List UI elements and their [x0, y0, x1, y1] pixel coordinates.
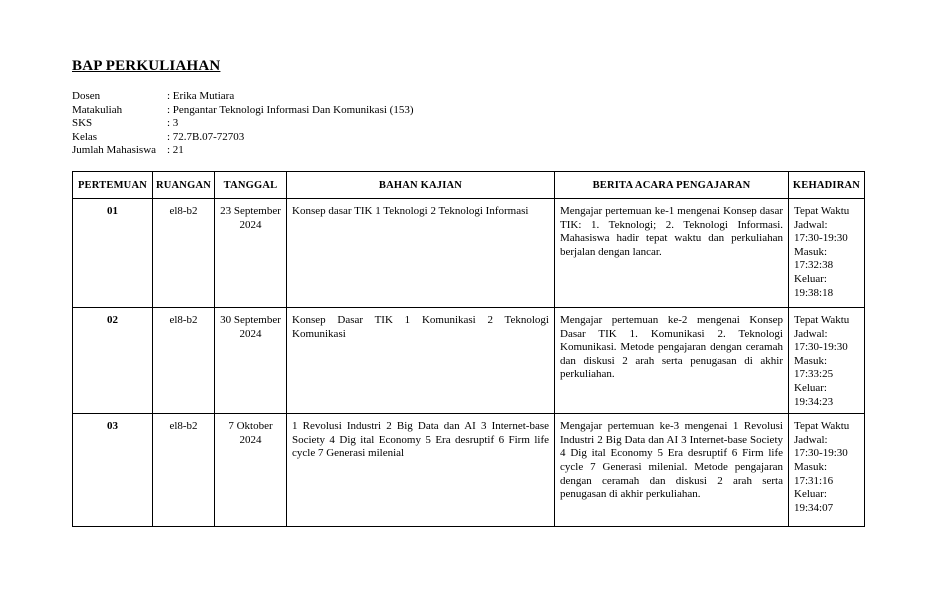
cell-berita-acara: Mengajar pertemuan ke-1 mengenai Konsep dasar TIK: 1. Teknologi; 2. Teknologi Informasi. Mahasiswa hadir tepat waktu dan perkuliahan berjalan dengan lancar. — [555, 199, 789, 308]
meta-value: : 3 — [167, 117, 179, 130]
meta-value: : Pengantar Teknologi Informasi Dan Komunikasi (153) — [167, 103, 414, 116]
meta-row-sks — [72, 117, 413, 131]
cell-ruangan: el8-b2 — [153, 199, 215, 308]
cell-kehadiran: Tepat Waktu Jadwal: 17:30-19:30 Masuk: 17:32:38 Keluar: 19:38:18 — [789, 199, 865, 308]
table-row — [73, 414, 865, 527]
cell-ruangan: el8-b2 — [153, 414, 215, 527]
meta-row-dosen — [72, 90, 413, 104]
bap-table — [72, 171, 865, 527]
cell-pertemuan: 02 — [73, 308, 153, 414]
cell-bahan-kajian: 1 Revolusi Industri 2 Big Data dan AI 3 Internet-base Society 4 Dig ital Economy 5 Era desruptif 6 Firm life cycle 7 Generasi milenial — [287, 414, 555, 527]
header-pertemuan: PERTEMUAN — [73, 172, 153, 199]
meta-label: Matakuliah — [72, 103, 123, 116]
cell-berita-acara: Mengajar pertemuan ke-3 mengenai 1 Revolusi Industri 2 Big Data dan AI 3 Internet-base Society 4 Dig ital Economy 5 Era desruptif 6 Firm life cycle 7 Generasi milenial. Metode pengajaran dengan ceramah dan diskusi 2 arah serta penugasan di akhir perkuliahan. — [555, 414, 789, 527]
table-row — [73, 199, 865, 308]
header-bahan-kajian: BAHAN KAJIAN — [287, 172, 555, 199]
course-info — [72, 90, 413, 158]
cell-tanggal: 7 Oktober 2024 — [215, 414, 287, 527]
meta-row-jumlah-mahasiswa — [72, 144, 413, 158]
meta-label: Dosen — [72, 90, 101, 102]
table-row — [73, 308, 865, 414]
cell-ruangan: el8-b2 — [153, 308, 215, 414]
meta-label: Kelas — [72, 130, 98, 143]
meta-row-kelas — [72, 131, 413, 145]
header-berita-acara: BERITA ACARA PENGAJARAN — [555, 172, 789, 199]
cell-kehadiran: Tepat Waktu Jadwal: 17:30-19:30 Masuk: 17:33:25 Keluar: 19:34:23 — [789, 308, 865, 414]
meta-value: : 21 — [167, 144, 184, 157]
cell-pertemuan: 03 — [73, 414, 153, 527]
cell-bahan-kajian: Konsep Dasar TIK 1 Komunikasi 2 Teknologi Komunikasi — [287, 308, 555, 414]
table-header-row — [73, 172, 865, 199]
cell-pertemuan: 01 — [73, 199, 153, 308]
header-kehadiran: KEHADIRAN — [789, 172, 865, 199]
cell-berita-acara: Mengajar pertemuan ke-2 mengenai Konsep Dasar TIK 1. Komunikasi 2. Teknologi Komunikasi. Metode pengajaran dengan ceramah dan diskusi 2 arah serta penugasan di akhir perkuliahan. — [555, 308, 789, 414]
cell-kehadiran: Tepat Waktu Jadwal: 17:30-19:30 Masuk: 17:31:16 Keluar: 19:34:07 — [789, 414, 865, 527]
cell-tanggal: 30 September 2024 — [215, 308, 287, 414]
meta-label: SKS — [72, 117, 93, 130]
meta-label: Jumlah Mahasiswa — [72, 144, 157, 157]
header-ruangan: RUANGAN — [153, 172, 215, 199]
header-tanggal: TANGGAL — [215, 172, 287, 199]
page-title: BAP PERKULIAHAN — [72, 58, 221, 74]
meta-row-matakuliah — [72, 104, 413, 118]
meta-value: : Erika Mutiara — [167, 90, 235, 102]
cell-tanggal: 23 September 2024 — [215, 199, 287, 308]
cell-bahan-kajian: Konsep dasar TIK 1 Teknologi 2 Teknologi Informasi — [287, 199, 555, 308]
meta-value: : 72.7B.07-72703 — [167, 130, 245, 143]
